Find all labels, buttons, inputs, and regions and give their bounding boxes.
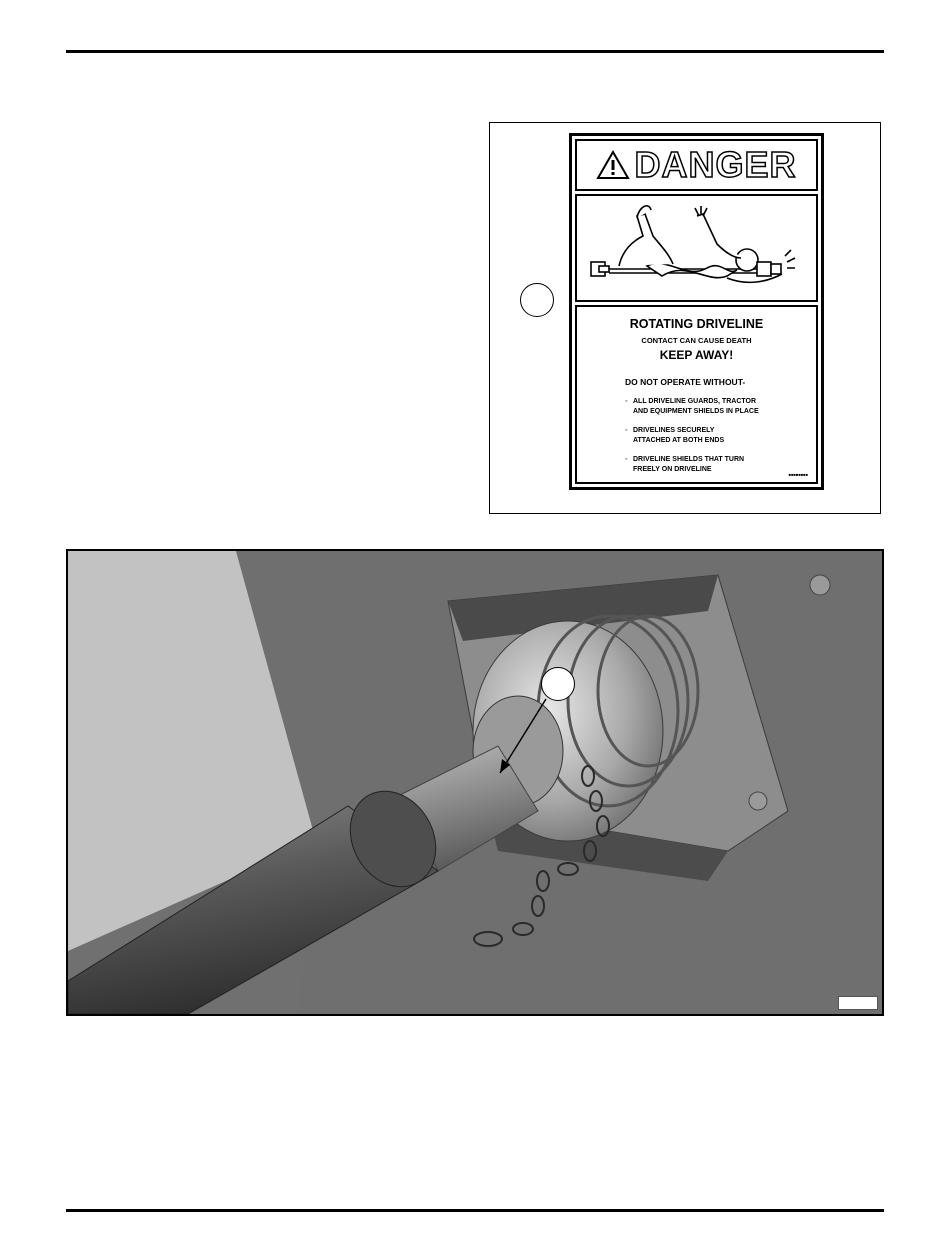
top-rule [66,50,884,53]
decal-part-number-mark: ■■■■■■■■ [788,472,808,477]
decal-bullet-item [625,397,759,417]
driveline-hazard-pictogram [577,196,822,300]
bullet-line: ATTACHED AT BOTH ENDS [633,437,725,444]
decal-consequence-text: CONTACT CAN CAUSE DEATH [641,336,752,345]
decal-bullet-item [625,455,744,475]
driveline-illustration [68,551,882,1014]
photo-callout-circle [541,667,575,701]
decal-signal-word: DANGER [634,144,797,185]
bullet-symbol: ◦ [625,427,628,434]
decal-callout-circle [520,283,554,317]
bullet-line: FREELY ON DRIVELINE [633,466,712,473]
bullet-line: ALL DRIVELINE GUARDS, TRACTOR [633,398,757,405]
bullet-symbol: ◦ [625,456,628,463]
bullet-line: DRIVELINES SECURELY [633,427,715,434]
decal-message-panel [575,305,818,484]
bullet-symbol: ◦ [625,398,628,405]
bullet-line: AND EQUIPMENT SHIELDS IN PLACE [633,408,759,415]
bullet-line: DRIVELINE SHIELDS THAT TURN [633,456,745,463]
driveline-photo [66,549,884,1016]
decal-avoidance-text: KEEP AWAY! [659,348,734,362]
decal-signal-panel [575,139,818,191]
figure-id-tag [838,996,878,1010]
decal-instruction-text: DO NOT OPERATE WITHOUT- [625,377,746,387]
warning-triangle-icon [596,150,630,180]
decal-hazard-text: ROTATING DRIVELINE [629,317,764,331]
danger-decal [569,133,824,490]
decal-pictogram-panel [575,194,818,302]
decal-bullet-item [625,426,724,446]
bottom-rule [66,1209,884,1212]
